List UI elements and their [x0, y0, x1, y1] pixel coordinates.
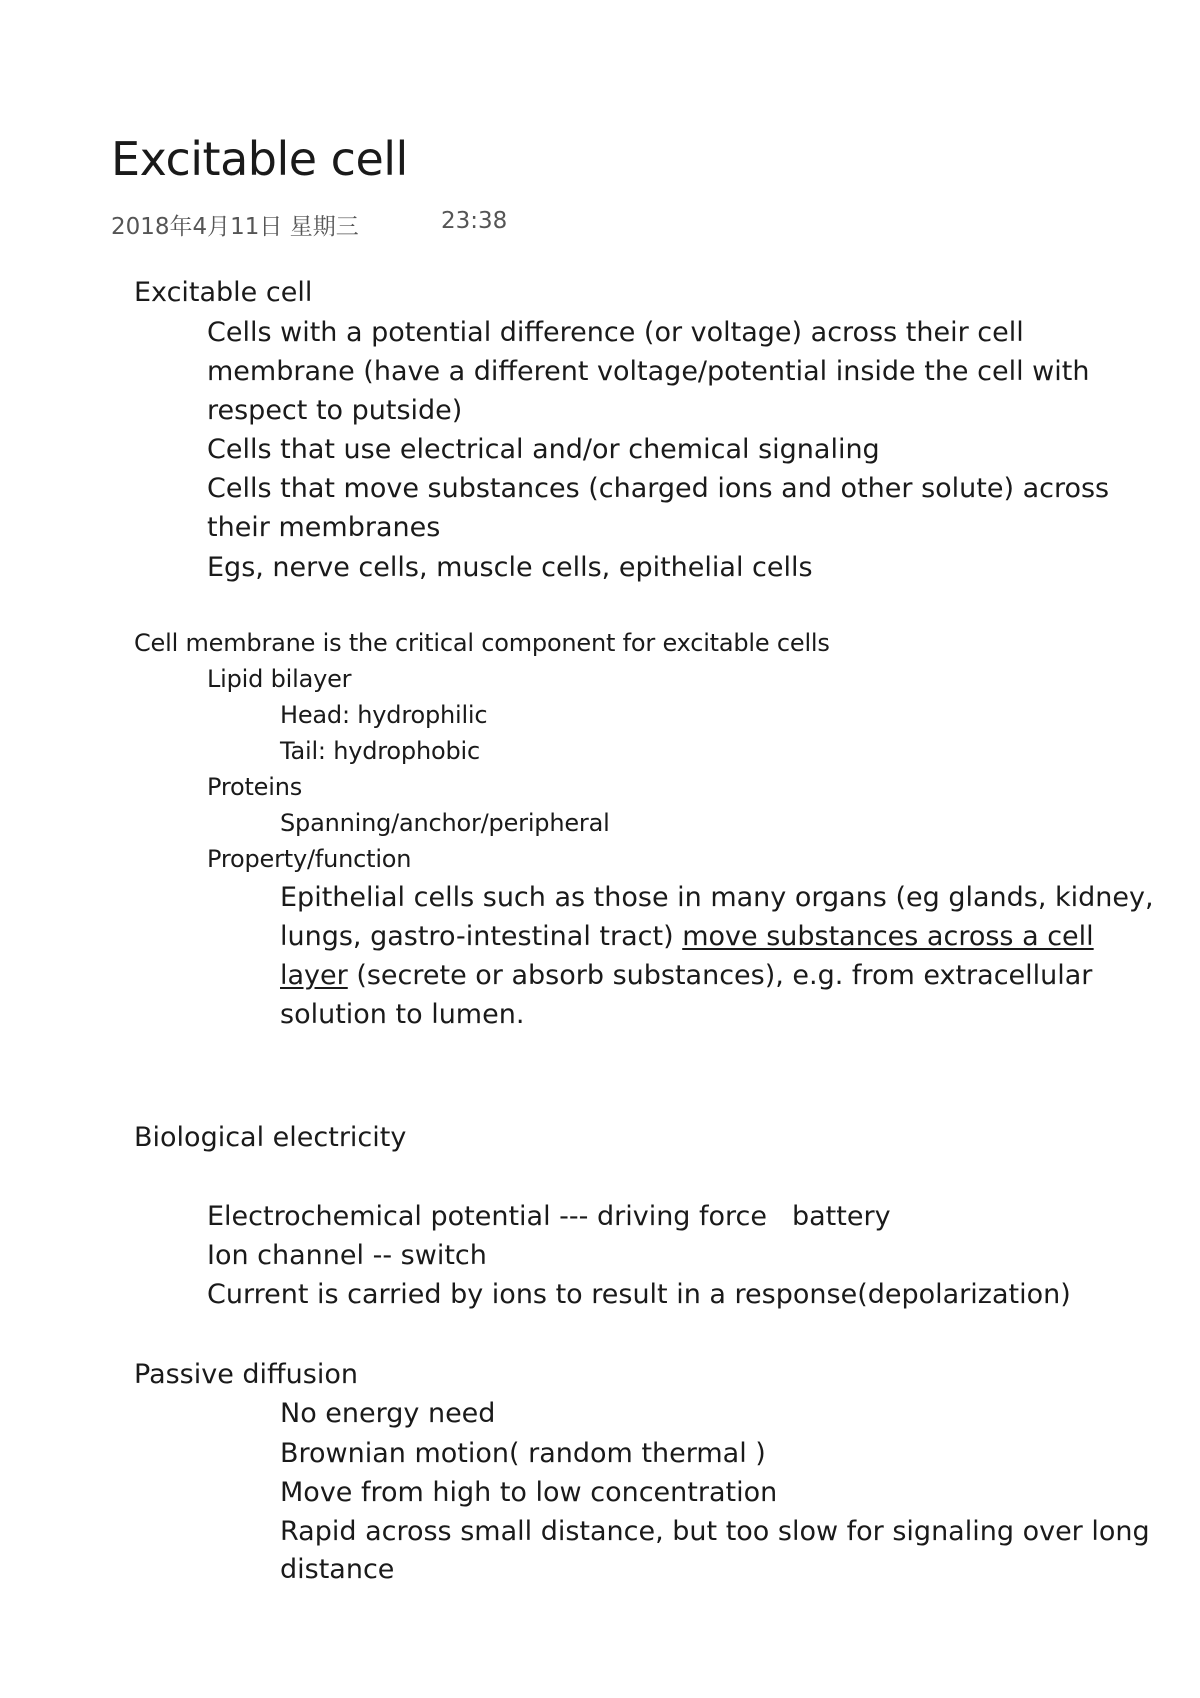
list-item: distance	[280, 1554, 395, 1585]
list-item: Egs, nerve cells, muscle cells, epithelial cells	[207, 552, 813, 583]
list-item: Head: hydrophilic	[280, 701, 488, 729]
list-item: membrane (have a different voltage/potential inside the cell with	[207, 356, 1090, 387]
list-item: Brownian motion( random thermal )	[280, 1438, 766, 1469]
list-item: Cells that use electrical and/or chemical signaling	[207, 434, 880, 465]
list-item: Rapid across small distance, but too slow for signaling over long	[280, 1516, 1150, 1547]
page-title: Excitable cell	[111, 132, 408, 186]
list-item	[280, 920, 1094, 954]
list-item: Lipid bilayer	[207, 665, 352, 693]
list-item: No energy need	[280, 1398, 496, 1429]
list-item: Proteins	[207, 773, 303, 801]
list-item: Cells with a potential difference (or voltage) across their cell	[207, 317, 1024, 348]
list-item: Epithelial cells such as those in many organs (eg glands, kidney,	[280, 882, 1154, 913]
list-item: solution to lumen.	[280, 999, 525, 1030]
list-item-battery: battery	[792, 1201, 891, 1232]
section-heading-excitable-cell: Excitable cell	[134, 277, 313, 308]
section-heading-biological-electricity: Biological electricity	[134, 1122, 407, 1153]
list-item: their membranes	[207, 512, 441, 543]
list-item: Move from high to low concentration	[280, 1477, 778, 1508]
note-date: 2018年4月11日 星期三	[111, 214, 359, 240]
list-item: Property/function	[207, 845, 412, 873]
list-item: Current is carried by ions to result in a response(depolarization)	[207, 1279, 1071, 1310]
section-heading-passive-diffusion: Passive diffusion	[134, 1359, 358, 1390]
list-item: Spanning/anchor/peripheral	[280, 809, 610, 837]
text-run: lungs, gastro-intestinal tract)	[280, 921, 683, 952]
note-time: 23:38	[441, 208, 508, 234]
list-item	[280, 959, 1092, 993]
list-item: Tail: hydrophobic	[280, 737, 480, 765]
list-item: respect to putside)	[207, 395, 463, 426]
list-item: Ion channel -- switch	[207, 1240, 487, 1271]
list-item: Cells that move substances (charged ions and other solute) across	[207, 473, 1110, 504]
underlined-text: move substances across a cell	[682, 921, 1094, 952]
underlined-text: layer	[280, 960, 348, 991]
section-heading-cell-membrane: Cell membrane is the critical component for excitable cells	[134, 629, 830, 657]
text-run: (secrete or absorb substances), e.g. from extracellular	[347, 960, 1093, 991]
list-item: Electrochemical potential --- driving force	[207, 1201, 768, 1232]
